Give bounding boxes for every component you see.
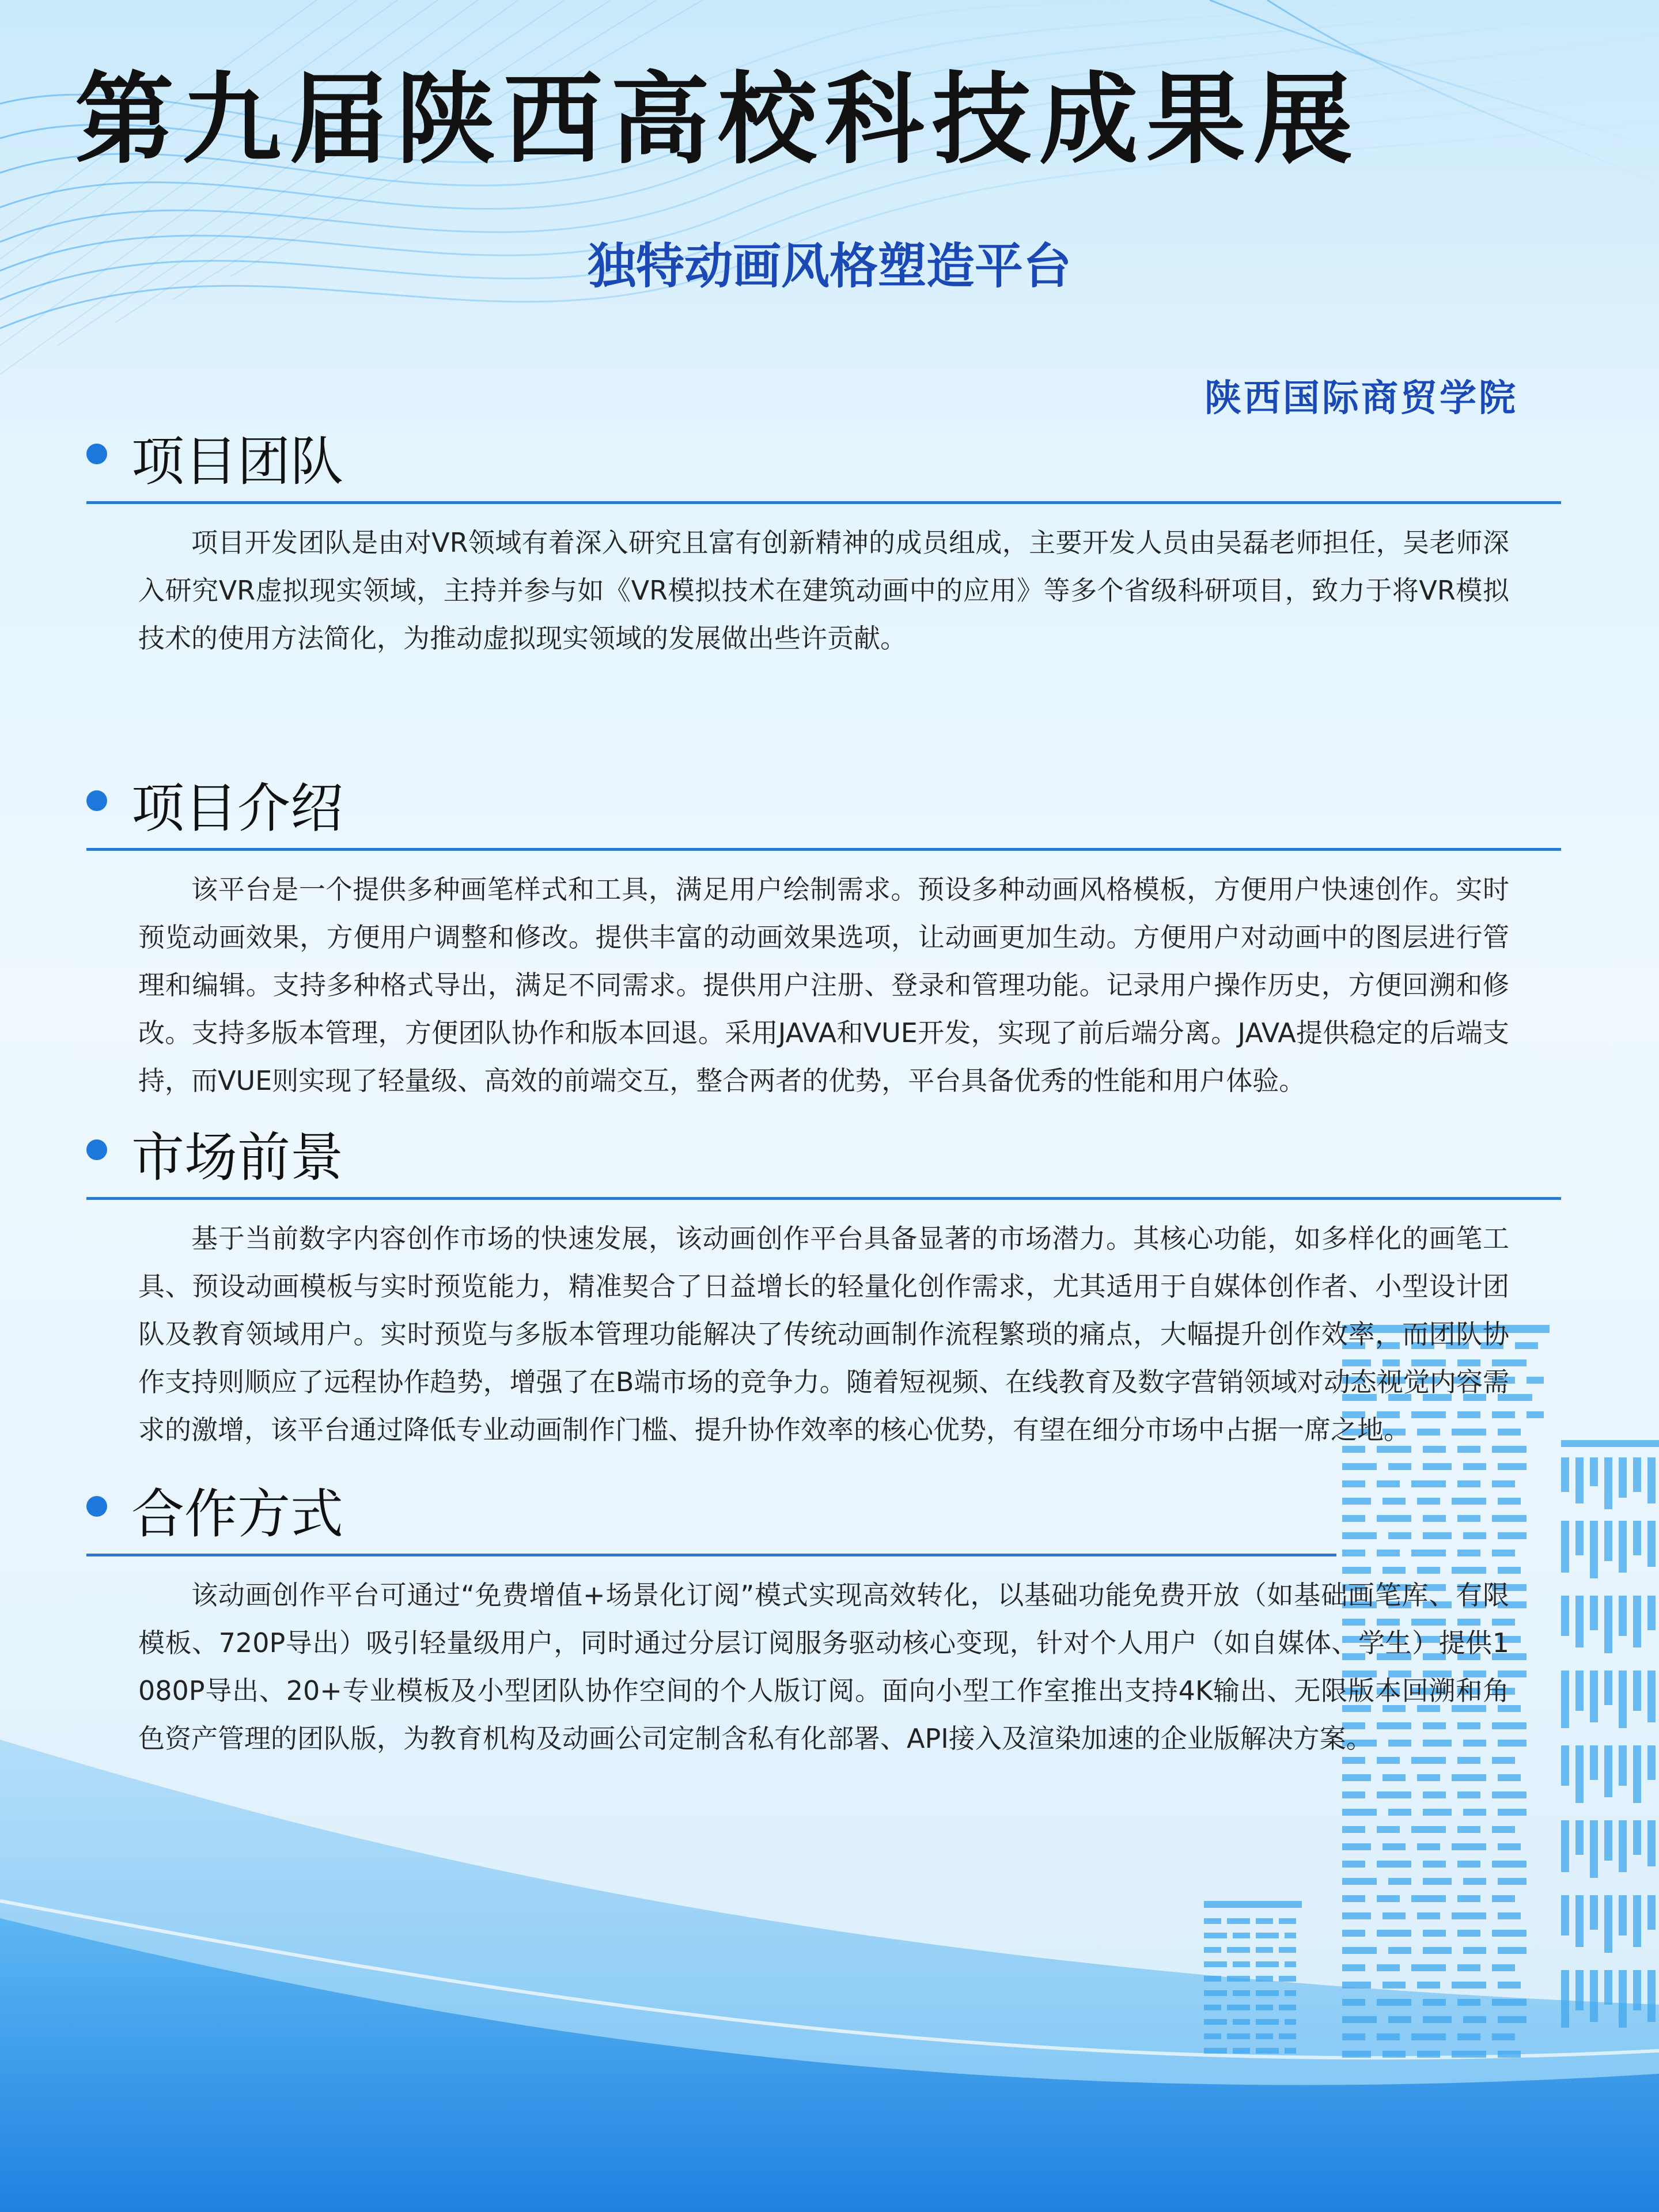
section-body: 项目开发团队是由对VR领域有着深入研究且富有创新精神的成员组成，主要开发人员由吴磊老师担任，吴老师深入研究VR虚拟现实领域，主持并参与如《VR模拟技术在建筑动画中的应用》等多个省级科研项目，致力于将VR模拟技术的使用方法简化，为推动虚拟现实领域的发展做出些许贡献。: [138, 527, 1509, 654]
section-title: 项目介绍: [131, 778, 344, 839]
section-project-team: [86, 415, 1561, 662]
bullet-dot-icon: [86, 444, 107, 464]
section-header: [86, 415, 1561, 504]
section-market-outlook: [86, 1111, 1561, 1454]
section-cooperation: [86, 1467, 1561, 1763]
section-project-intro: [86, 762, 1561, 1105]
poster-title: 第九届陕西高校科技成果展: [75, 60, 1361, 177]
section-body: 基于当前数字内容创作市场的快速发展，该动画创作平台具备显著的市场潜力。其核心功能，如多样化的画笔工具、预设动画模板与实时预览能力，精准契合了日益增长的轻量化创作需求，尤其适用于自媒体创作者、小型设计团队及教育领域用户。实时预览与多版本管理功能解决了传统动画制作流程繁琐的痛点，大幅提升创作效率，而团队协作支持则顺应了远程协作趋势，增强了在B端市场的竞争力。随着短视频、在线教育及数字营销领域对动态视觉内容需求的激增，该平台通过降低专业动画制作门槛、提升协作效率的核心优势，有望在细分市场中占据一席之地。: [138, 1223, 1509, 1445]
section-body: 该平台是一个提供多种画笔样式和工具，满足用户绘制需求。预设多种动画风格模板，方便用户快速创作。实时预览动画效果，方便用户调整和修改。提供丰富的动画效果选项，让动画更加生动。方便用户对动画中的图层进行管理和编辑。支持多种格式导出，满足不同需求。提供用户注册、登录和管理功能。记录用户操作历史，方便回溯和修改。支持多版本管理，方便团队协作和版本回退。采用JAVA和VUE开发，实现了前后端分离。JAVA提供稳定的后端支持，而VUE则实现了轻量级、高效的前端交互，整合两者的优势，平台具备优秀的性能和用户体验。: [138, 874, 1509, 1096]
section-body: 该动画创作平台可通过“免费增值+场景化订阅”模式实现高效转化，以基础功能免费开放（如基础画笔库、有限模板、720P导出）吸引轻量级用户，同时通过分层订阅服务驱动核心变现，针对个人用户（如自媒体、学生）提供1080P导出、20+专业模板及小型团队协作空间的个人版订阅。面向小型工作室推出支持4K输出、无限版本回溯和角色资产管理的团队版，为教育机构及动画公司定制含私有化部署、API接入及渲染加速的企业版解决方案。: [138, 1580, 1509, 1754]
bullet-dot-icon: [86, 1139, 107, 1160]
section-header: [86, 1111, 1561, 1200]
institution-name: 陕西国际商贸学院: [1205, 377, 1518, 420]
bullet-dot-icon: [86, 1496, 107, 1517]
project-subtitle: 独特动画风格塑造平台: [587, 238, 1071, 294]
section-title: 市场前景: [131, 1127, 344, 1188]
section-header: [86, 1467, 1336, 1556]
section-title: 项目团队: [131, 431, 344, 493]
section-title: 合作方式: [131, 1483, 344, 1545]
section-header: [86, 762, 1561, 851]
bullet-dot-icon: [86, 790, 107, 811]
